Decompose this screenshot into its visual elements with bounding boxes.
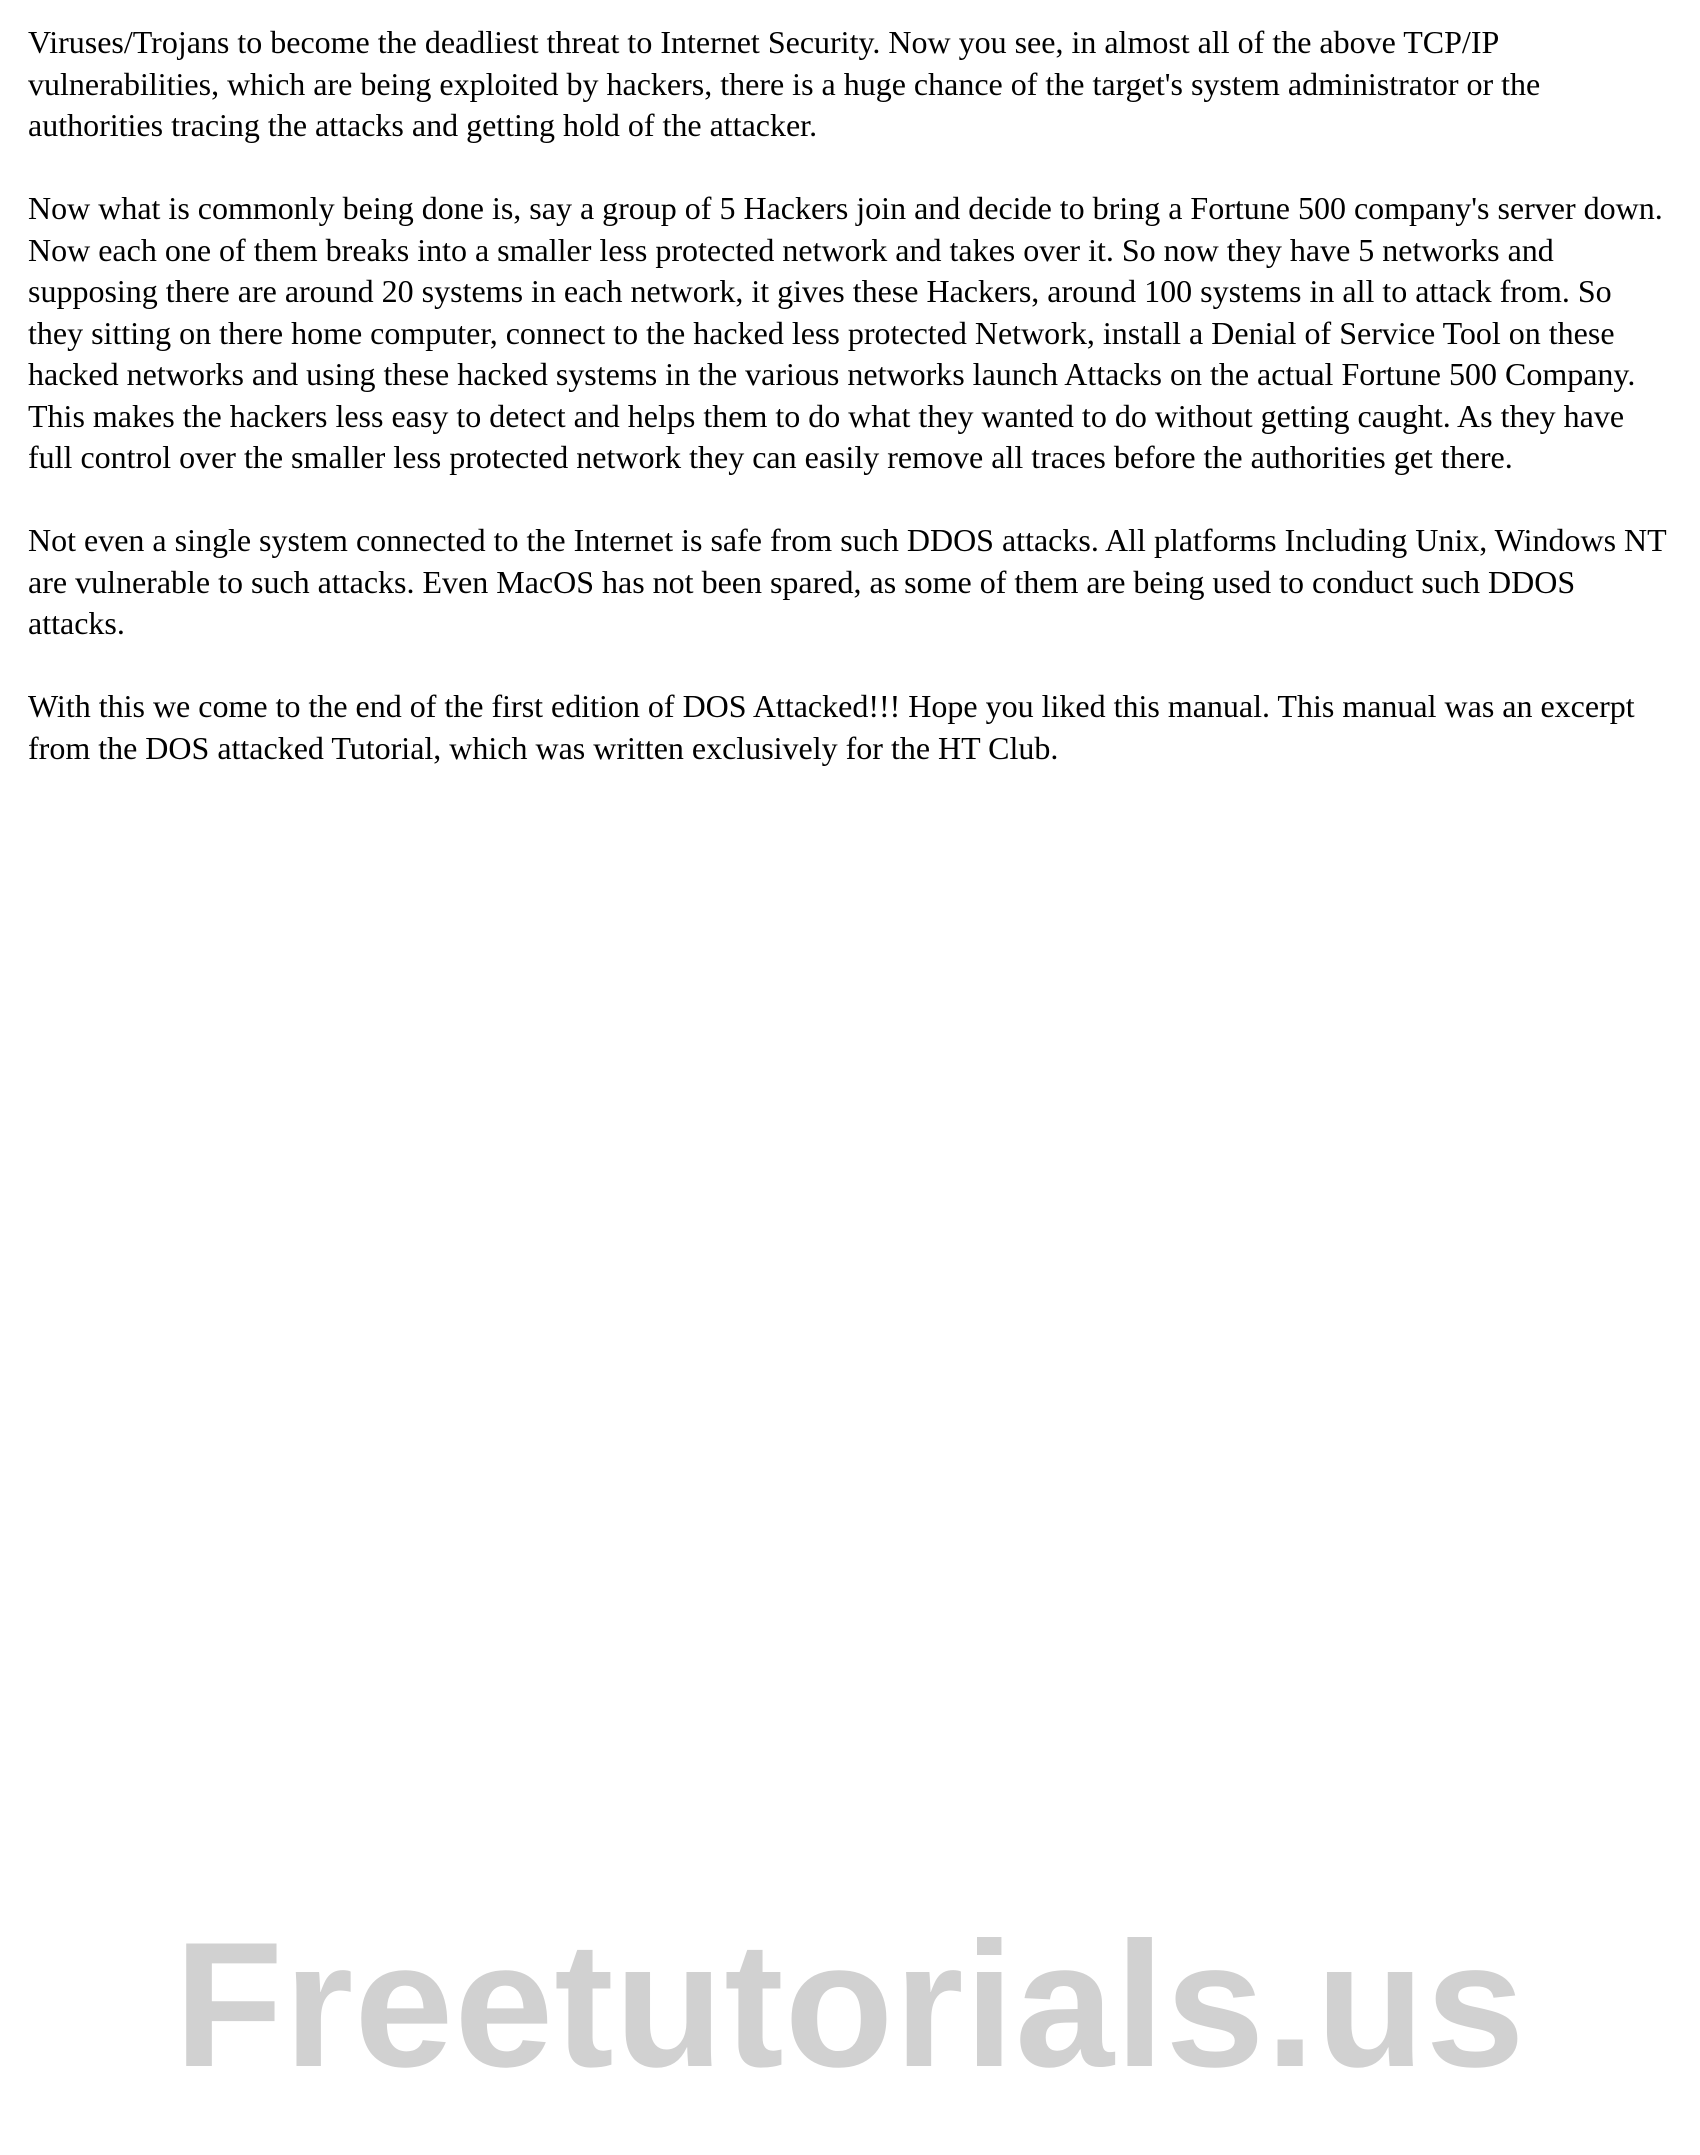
document-body [28,22,1668,811]
paragraph-2: Now what is commonly being done is, say a group of 5 Hackers join and decide to bring a Fortune 500 company's server down. Now each one of them breaks into a smaller less protected network and takes over it. So now they have 5 networks and supposing there are around 20 systems in each network, it gives these Hackers, around 100 systems in all to attack from. So they sitting on there home computer, connect to the hacked less protected Network, install a Denial of Service Tool on these hacked networks and using these hacked systems in the various networks launch Attacks on the actual Fortune 500 Company. This makes the hackers less easy to detect and helps them to do what they wanted to do without getting caught. As they have full control over the smaller less protected network they can easily remove all traces before the authorities get there. [28,190,1663,475]
paragraph-1: Viruses/Trojans to become the deadliest threat to Internet Security. Now you see, in almost all of the above TCP/IP vulnerabilities, which are being exploited by hackers, there is a huge chance of the target's system administrator or the authorities tracing the attacks and getting hold of the attacker. [28,24,1541,143]
paragraph-4: With this we come to the end of the first edition of DOS Attacked!!! Hope you liked this manual. This manual was an excerpt from the DOS attacked Tutorial, which was written exclusively for the HT Club. [28,688,1635,766]
paragraph-3: Not even a single system connected to the Internet is safe from such DDOS attacks. All platforms Including Unix, Windows NT are vulnerable to such attacks. Even MacOS has not been spared, as some of them are being used to conduct such DDOS attacks. [28,522,1667,641]
watermark: Freetutorials.us [174,1905,1526,2104]
